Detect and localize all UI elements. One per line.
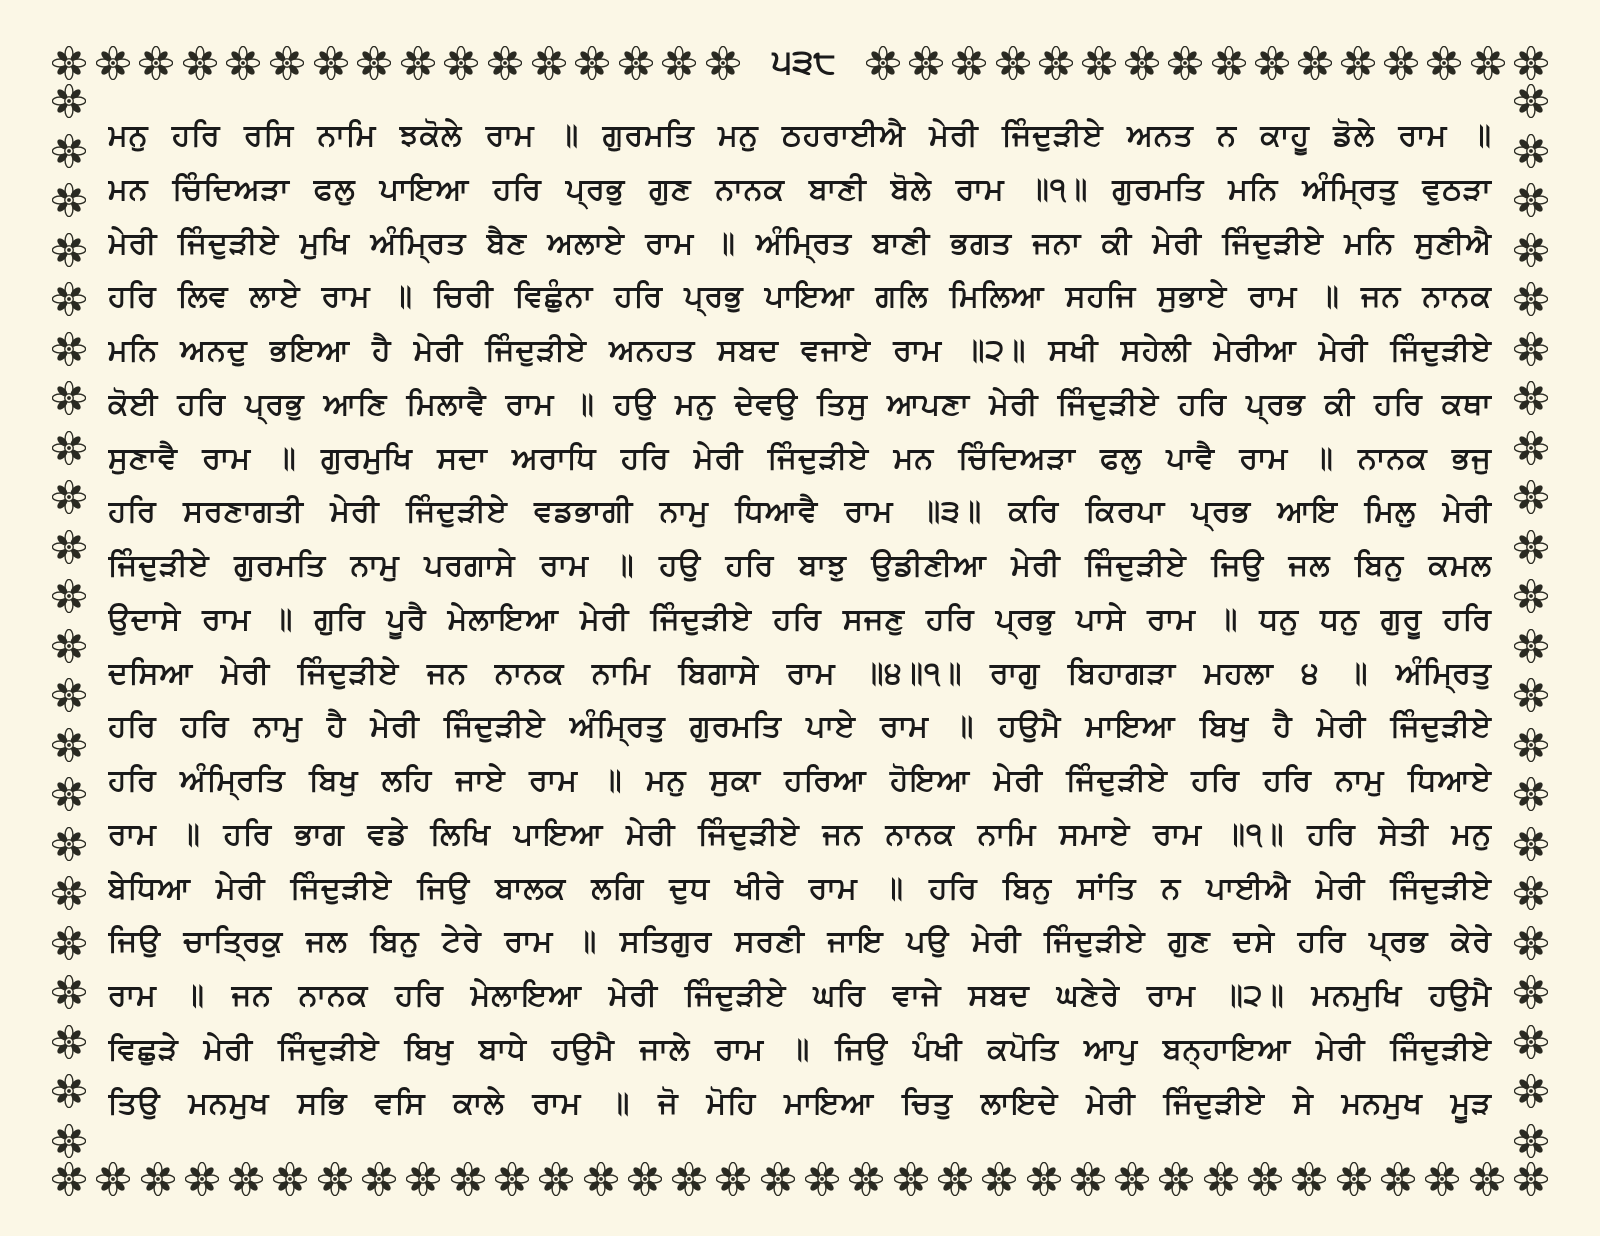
flower-icon [52,332,86,366]
flower-icon [52,827,86,861]
flower-icon [1514,728,1548,762]
flower-icon [52,134,86,168]
flower-icon [52,678,86,712]
flower-icon [495,1162,529,1196]
flower-icon [716,1162,750,1196]
flower-icon [1292,1162,1326,1196]
text-line: ਮੇਰੀ ਜਿੰਦੁੜੀਏ ਮੁਖਿ ਅੰਮ੍ਰਿਤ ਬੈਣ ਅਲਾਏ ਰਾਮ ॥ ਅੰਮ੍ਰਿਤ ਬਾਣੀ ਭਗਤ ਜਨਾ ਕੀ ਮੇਰੀ ਜਿੰਦੁੜੀਏ ਮਨਿ ਸੁਣੀਐ [108,225,1492,261]
flower-icon [185,1162,219,1196]
flower-icon [1159,1162,1193,1196]
flower-icon [1514,926,1548,960]
flower-icon [1514,84,1548,118]
text-line: ਹਰਿ ਸਰਣਾਗਤੀ ਮੇਰੀ ਜਿੰਦੁੜੀਏ ਵਡਭਾਗੀ ਨਾਮੁ ਧਿਆਵੈ ਰਾਮ ॥੩॥ ਕਰਿ ਕਿਰਪਾ ਪ੍ਰਭ ਆਇ ਮਿਲੁ ਮੇਰੀ [108,494,1492,530]
flower-icon [451,1162,485,1196]
flower-icon [52,926,86,960]
text-line: ਹਰਿ ਹਰਿ ਨਾਮੁ ਹੈ ਮੇਰੀ ਜਿੰਦੁੜੀਏ ਅੰਮ੍ਰਿਤੁ ਗੁਰਮਤਿ ਪਾਏ ਰਾਮ ॥ ਹਉਮੈ ਮਾਇਆ ਬਿਖੁ ਹੈ ਮੇਰੀ ਜਿੰਦੁੜੀਏ [108,709,1492,745]
flower-icon [52,480,86,514]
text-line: ਉਦਾਸੇ ਰਾਮ ॥ ਗੁਰਿ ਪੂਰੈ ਮੇਲਾਇਆ ਮੇਰੀ ਜਿੰਦੁੜੀਏ ਹਰਿ ਸਜਣੁ ਹਰਿ ਪ੍ਰਭੁ ਪਾਸੇ ਰਾਮ ॥ ਧਨੁ ਧਨੁ ਗੁਰੂ ਹਰਿ [108,601,1492,637]
flower-icon [1298,46,1332,80]
flower-icon [1514,46,1548,80]
flower-icon [996,46,1030,80]
flower-icon [357,46,391,80]
flower-icon [1514,678,1548,712]
flower-icon [52,233,86,267]
flower-icon [1384,46,1418,80]
flower-icon [362,1162,396,1196]
flower-icon [1514,876,1548,910]
flower-icon [1514,381,1548,415]
text-line: ਤਿਉ ਮਨਮੁਖ ਸਭਿ ਵਸਿ ਕਾਲੇ ਰਾਮ ॥ ਜੋ ਮੋਹਿ ਮਾਇਆ ਚਿਤੁ ਲਾਇਦੇ ਮੇਰੀ ਜਿੰਦੁੜੀਏ ਸੇ ਮਨਮੁਖ ਮੂੜ [108,1085,1492,1121]
flower-icon [1514,1124,1548,1158]
flower-icon [52,530,86,564]
flower-icon [318,1162,352,1196]
flower-icon [1514,431,1548,465]
flower-icon [141,1162,175,1196]
flower-icon [1204,1162,1238,1196]
flower-icon [52,728,86,762]
flower-icon [1514,530,1548,564]
flower-icon [52,1162,86,1196]
flower-icon [1514,480,1548,514]
flower-icon [894,1162,928,1196]
flower-icon [52,84,86,118]
text-line: ਹਰਿ ਅੰਮ੍ਰਿਤਿ ਬਿਖੁ ਲਹਿ ਜਾਏ ਰਾਮ ॥ ਮਨੁ ਸੁਕਾ ਹਰਿਆ ਹੋਇਆ ਮੇਰੀ ਜਿੰਦੁੜੀਏ ਹਰਿ ਹਰਿ ਨਾਮੁ ਧਿਆਏ [108,763,1492,799]
flower-icon [1514,332,1548,366]
text-line: ਜਿਉ ਚਾਤ੍ਰਿਕੁ ਜਲ ਬਿਨੁ ਟੇਰੇ ਰਾਮ ॥ ਸਤਿਗੁਰ ਸਰਣੀ ਜਾਇ ਪਉ ਮੇਰੀ ਜਿੰਦੁੜੀਏ ਗੁਣ ਦਸੇ ਹਰਿ ਪ੍ਰਭ ਕੇਰੇ [108,924,1492,960]
flower-icon [662,46,696,80]
flower-icon [1514,183,1548,217]
text-line: ਰਾਮ ॥ ਹਰਿ ਭਾਗ ਵਡੇ ਲਿਖਿ ਪਾਇਆ ਮੇਰੀ ਜਿੰਦੁੜੀਏ ਜਨ ਨਾਨਕ ਨਾਮਿ ਸਮਾਏ ਰਾਮ ॥੧॥ ਹਰਿ ਸੇਤੀ ਮਨੁ [108,816,1492,852]
border-top-left [52,46,740,80]
flower-icon [584,1162,618,1196]
flower-icon [1248,1162,1282,1196]
flower-icon [805,1162,839,1196]
flower-icon [1514,629,1548,663]
flower-icon [139,46,173,80]
flower-icon [96,46,130,80]
text-line: ਜਿੰਦੁੜੀਏ ਗੁਰਮਤਿ ਨਾਮੁ ਪਰਗਾਸੇ ਰਾਮ ॥ ਹਉ ਹਰਿ ਬਾਝੁ ਉਡੀਣੀਆ ਮੇਰੀ ਜਿੰਦੁੜੀਏ ਜਿਉ ਜਲ ਬਿਨੁ ਕਮਲ [108,548,1492,584]
text-line: ਮਨ ਚਿੰਦਿਅੜਾ ਫਲੁ ਪਾਇਆ ਹਰਿ ਪ੍ਰਭੁ ਗੁਣ ਨਾਨਕ ਬਾਣੀ ਬੋਲੇ ਰਾਮ ॥੧॥ ਗੁਰਮਤਿ ਮਨਿ ਅੰਮ੍ਰਿਤੁ ਵੁਠੜਾ [108,171,1492,207]
text-line: ਰਾਮ ॥ ਜਨ ਨਾਨਕ ਹਰਿ ਮੇਲਾਇਆ ਮੇਰੀ ਜਿੰਦੁੜੀਏ ਘਰਿ ਵਾਜੇ ਸਬਦ ਘਣੇਰੇ ਰਾਮ ॥੨॥ ਮਨਮੁਖਿ ਹਉਮੈ [108,978,1492,1014]
flower-icon [52,183,86,217]
text-line: ਦਸਿਆ ਮੇਰੀ ਜਿੰਦੁੜੀਏ ਜਨ ਨਾਨਕ ਨਾਮਿ ਬਿਗਾਸੇ ਰਾਮ ॥੪॥੧॥ ਰਾਗੁ ਬਿਹਾਗੜਾ ਮਹਲਾ ੪ ॥ ਅੰਮ੍ਰਿਤੁ [108,655,1492,691]
flower-icon [1470,1162,1504,1196]
flower-icon [1514,579,1548,613]
page-number: ੫੩੮ [772,42,836,82]
flower-icon [488,46,522,80]
flower-icon [952,46,986,80]
flower-icon [444,46,478,80]
flower-icon [1082,46,1116,80]
text-line: ਬੇਧਿਆ ਮੇਰੀ ਜਿੰਦੁੜੀਏ ਜਿਉ ਬਾਲਕ ਲਗਿ ਦੁਧ ਖੀਰੇ ਰਾਮ ॥ ਹਰਿ ਬਿਨੁ ਸਾਂਤਿ ਨ ਪਾਈਐ ਮੇਰੀ ਜਿੰਦੁੜੀਏ [108,870,1492,906]
flower-icon [539,1162,573,1196]
flower-icon [1514,827,1548,861]
flower-icon [706,46,740,80]
flower-icon [52,975,86,1009]
flower-icon [1168,46,1202,80]
flower-icon [52,579,86,613]
flower-icon [314,46,348,80]
flower-icon [1514,233,1548,267]
flower-icon [406,1162,440,1196]
text-line: ਮਨਿ ਅਨਦੁ ਭਇਆ ਹੈ ਮੇਰੀ ਜਿੰਦੁੜੀਏ ਅਨਹਤ ਸਬਦ ਵਜਾਏ ਰਾਮ ॥੨॥ ਸਖੀ ਸਹੇਲੀ ਮੇਰੀਆ ਮੇਰੀ ਜਿੰਦੁੜੀਏ [108,333,1492,369]
flower-icon [575,46,609,80]
flower-icon [1427,46,1461,80]
flower-icon [52,1074,86,1108]
flower-icon [849,1162,883,1196]
flower-icon [938,1162,972,1196]
flower-icon [1115,1162,1149,1196]
flower-icon [183,46,217,80]
flower-icon [1039,46,1073,80]
flower-icon [619,46,653,80]
flower-icon [52,1124,86,1158]
text-line: ਮਨੁ ਹਰਿ ਰਸਿ ਨਾਮਿ ਝਕੋਲੇ ਰਾਮ ॥ ਗੁਰਮਤਿ ਮਨੁ ਠਹਰਾਈਐ ਮੇਰੀ ਜਿੰਦੁੜੀਏ ਅਨਤ ਨ ਕਾਹੂ ਡੋਲੇ ਰਾਮ ॥ [108,118,1492,153]
flower-icon [1341,46,1375,80]
flower-icon [909,46,943,80]
flower-icon [1514,134,1548,168]
border-right [1514,84,1548,1158]
text-block [108,116,1492,1124]
flower-icon [1514,1162,1548,1196]
border-bottom [52,1162,1548,1196]
flower-icon [229,1162,263,1196]
flower-icon [1255,46,1289,80]
flower-icon [52,777,86,811]
flower-icon [1514,1025,1548,1059]
flower-icon [52,876,86,910]
border-top-right [866,46,1548,80]
text-line: ਕੋਈ ਹਰਿ ਪ੍ਰਭੁ ਆਣਿ ਮਿਲਾਵੈ ਰਾਮ ॥ ਹਉ ਮਨੁ ਦੇਵਉ ਤਿਸੁ ਆਪਣਾ ਮੇਰੀ ਜਿੰਦੁੜੀਏ ਹਰਿ ਪ੍ਰਭ ਕੀ ਹਰਿ ਕਥਾ [108,386,1492,422]
flower-icon [52,282,86,316]
flower-icon [52,629,86,663]
flower-icon [1471,46,1505,80]
flower-icon [1514,1074,1548,1108]
flower-icon [672,1162,706,1196]
flower-icon [96,1162,130,1196]
flower-icon [1514,777,1548,811]
flower-icon [532,46,566,80]
flower-icon [1125,46,1159,80]
flower-icon [270,46,304,80]
flower-icon [1212,46,1246,80]
flower-icon [1337,1162,1371,1196]
flower-icon [1514,282,1548,316]
flower-icon [52,431,86,465]
flower-icon [1514,975,1548,1009]
flower-icon [273,1162,307,1196]
flower-icon [1425,1162,1459,1196]
flower-icon [52,1025,86,1059]
flower-icon [982,1162,1016,1196]
flower-icon [401,46,435,80]
border-left [52,84,86,1158]
flower-icon [761,1162,795,1196]
text-line: ਹਰਿ ਲਿਵ ਲਾਏ ਰਾਮ ॥ ਚਿਰੀ ਵਿਛੁੰਨਾ ਹਰਿ ਪ੍ਰਭੁ ਪਾਇਆ ਗਲਿ ਮਿਲਿਆ ਸਹਜਿ ਸੁਭਾਏ ਰਾਮ ॥ ਜਨ ਨਾਨਕ [108,279,1492,315]
flower-icon [866,46,900,80]
flower-icon [52,46,86,80]
flower-icon [1071,1162,1105,1196]
flower-icon [1381,1162,1415,1196]
flower-icon [1027,1162,1061,1196]
flower-icon [52,381,86,415]
flower-icon [628,1162,662,1196]
text-line: ਸੁਣਾਵੈ ਰਾਮ ॥ ਗੁਰਮੁਖਿ ਸਦਾ ਅਰਾਧਿ ਹਰਿ ਮੇਰੀ ਜਿੰਦੁੜੀਏ ਮਨ ਚਿੰਦਿਅੜਾ ਫਲੁ ਪਾਵੈ ਰਾਮ ॥ ਨਾਨਕ ਭਜੁ [108,440,1492,476]
flower-icon [226,46,260,80]
text-line: ਵਿਛੁੜੇ ਮੇਰੀ ਜਿੰਦੁੜੀਏ ਬਿਖੁ ਬਾਧੇ ਹਉਮੈ ਜਾਲੇ ਰਾਮ ॥ ਜਿਉ ਪੰਖੀ ਕਪੋਤਿ ਆਪੁ ਬਨ੍ਹਾਇਆ ਮੇਰੀ ਜਿੰਦੁੜੀਏ [108,1032,1492,1068]
